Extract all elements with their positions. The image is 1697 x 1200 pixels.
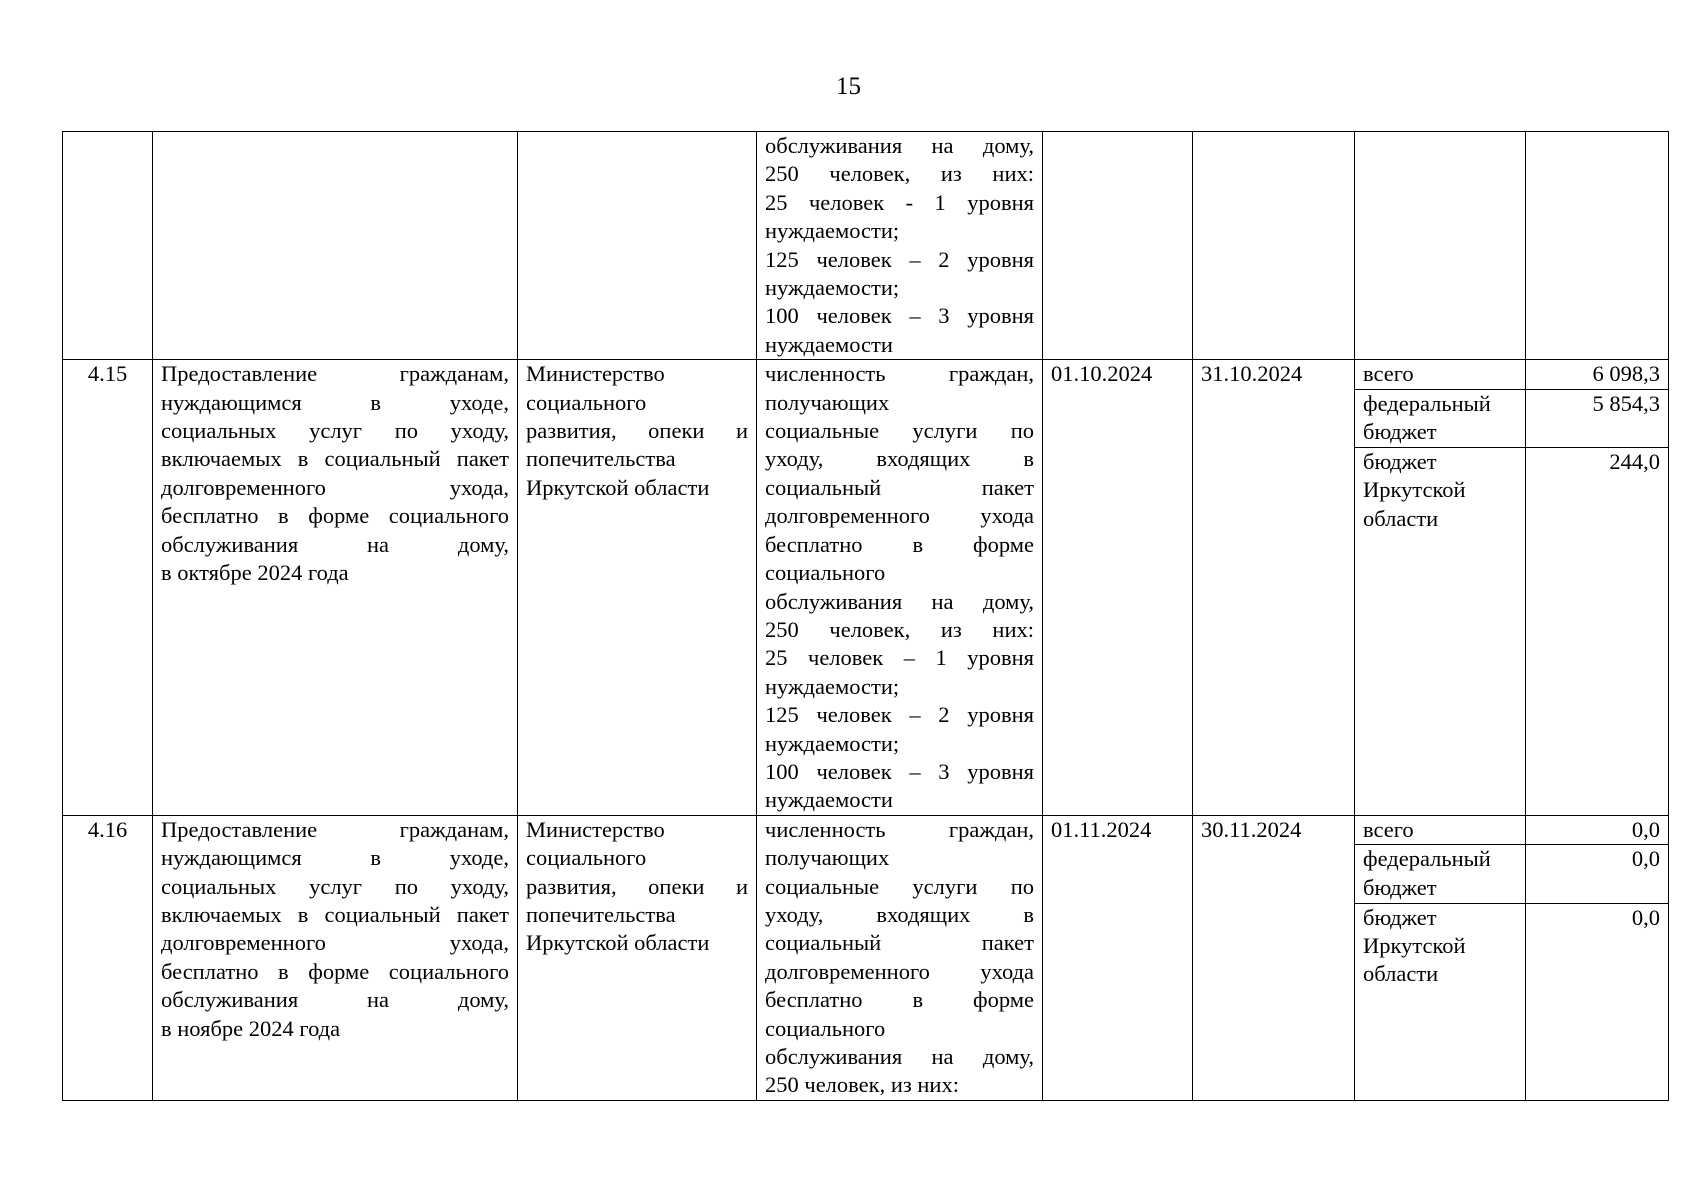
funding-source: федеральный бюджет	[1355, 845, 1526, 903]
text-line: получающих	[765, 389, 890, 415]
text-line: нуждаемости	[765, 787, 893, 813]
text-line: 100 человек – 3 уровня	[765, 303, 1034, 329]
end-date: 30.11.2024	[1193, 815, 1355, 1100]
text-line: численность граждан,	[765, 816, 1034, 842]
end-date: 31.10.2024	[1193, 360, 1355, 816]
text-line: 250 человек, из них:	[765, 1072, 959, 1098]
funding-source: бюджет Иркутской области	[1355, 903, 1526, 1100]
text-line: социальные услуги по	[765, 873, 1034, 899]
table-row-continuation	[63, 132, 1669, 360]
text-line: бесплатно в форме социального	[161, 958, 509, 984]
event-cell	[153, 132, 518, 360]
funding-source: всего	[1355, 815, 1526, 845]
text-line: обслуживания на дому,	[765, 588, 1034, 614]
text-line: 25 человек - 1 уровня	[765, 189, 1034, 215]
text-line: долговременного ухода,	[161, 930, 509, 956]
indicator	[757, 815, 1043, 1100]
text-line: Министерство	[526, 361, 665, 387]
text-line: социальный пакет	[765, 930, 1034, 956]
text-line: попечительства	[526, 446, 676, 472]
start-date-cell	[1043, 132, 1193, 360]
text-line: развития, опеки и	[526, 418, 748, 444]
text-line: нуждаемости;	[765, 730, 900, 756]
text-line: бесплатно в форме	[765, 987, 1034, 1013]
text-line: нуждаемости	[765, 331, 893, 357]
text-line: Иркутской области	[526, 474, 710, 500]
text-line: нуждаемости;	[765, 218, 900, 244]
text-line: 125 человек – 2 уровня	[765, 246, 1034, 272]
text-line: обслуживания на дому,	[765, 133, 1034, 158]
text-line: социальный пакет	[765, 474, 1034, 500]
row-number: 4.15	[63, 360, 153, 816]
text-line: уходу, входящих в	[765, 901, 1034, 927]
text-line: 25 человек – 1 уровня	[765, 645, 1034, 671]
funding-amount: 0,0	[1526, 903, 1669, 1100]
text-line: обслуживания на дому,	[161, 531, 509, 557]
text-line: нуждающимся в уходе,	[161, 845, 509, 871]
funding-source: всего	[1355, 360, 1526, 390]
table-row	[63, 360, 1669, 390]
text-line: долговременного ухода,	[161, 474, 509, 500]
text-line: включаемых в социальный пакет	[161, 446, 509, 472]
funding-amount: 244,0	[1526, 447, 1669, 815]
text-line: развития, опеки и	[526, 873, 748, 899]
text-line: обслуживания на дому,	[765, 1044, 1034, 1069]
text-line: 125 человек – 2 уровня	[765, 702, 1034, 728]
number-cell	[63, 132, 153, 360]
text-line: попечительства	[526, 901, 676, 927]
row-number: 4.16	[63, 815, 153, 1100]
text-line: нуждаемости;	[765, 673, 900, 699]
text-line: 100 человек – 3 уровня	[765, 758, 1034, 784]
event-description	[153, 815, 518, 1100]
funding-amount: 6 098,3	[1526, 360, 1669, 390]
funding-amount: 0,0	[1526, 845, 1669, 903]
text-line: социального	[765, 560, 886, 586]
text-line: обслуживания на дому,	[161, 987, 509, 1013]
end-date-cell	[1193, 132, 1355, 360]
start-date: 01.10.2024	[1043, 360, 1193, 816]
text-line: уходу, входящих в	[765, 446, 1034, 472]
text-line: получающих	[765, 845, 890, 871]
funding-source-cell	[1355, 132, 1526, 360]
text-line: социального	[526, 845, 647, 871]
funding-amount-cell	[1526, 132, 1669, 360]
funding-amount: 0,0	[1526, 815, 1669, 845]
text-line: социальные услуги по	[765, 418, 1034, 444]
page-number: 15	[836, 73, 861, 100]
text-line: в октябре 2024 года	[161, 560, 349, 586]
event-description	[153, 360, 518, 816]
text-line: 250 человек, из них:	[765, 616, 1034, 642]
text-line: социального	[526, 389, 647, 415]
funding-source: бюджет Иркутской области	[1355, 447, 1526, 815]
indicator-cell	[757, 132, 1043, 360]
text-line: социальных услуг по уходу,	[161, 418, 509, 444]
text-line: социального	[765, 1015, 886, 1041]
indicator	[757, 360, 1043, 816]
text-line: Министерство	[526, 816, 665, 842]
text-line: социальных услуг по уходу,	[161, 873, 509, 899]
text-line: Предоставление гражданам,	[161, 361, 509, 387]
text-line: долговременного ухода	[765, 958, 1034, 984]
funding-source: федеральный бюджет	[1355, 389, 1526, 447]
text-line: Предоставление гражданам,	[161, 816, 509, 842]
executor	[518, 360, 757, 816]
text-line: бесплатно в форме	[765, 531, 1034, 557]
executor-cell	[518, 132, 757, 360]
executor	[518, 815, 757, 1100]
text-line: Иркутской области	[526, 930, 710, 956]
start-date: 01.11.2024	[1043, 815, 1193, 1100]
text-line: бесплатно в форме социального	[161, 503, 509, 529]
text-line: включаемых в социальный пакет	[161, 901, 509, 927]
text-line: долговременного ухода	[765, 503, 1034, 529]
text-line: 250 человек, из них:	[765, 161, 1034, 187]
text-line: нуждаемости;	[765, 275, 900, 301]
text-line: в ноябре 2024 года	[161, 1015, 341, 1041]
text-line: численность граждан,	[765, 361, 1034, 387]
measures-table	[62, 131, 1669, 1101]
funding-amount: 5 854,3	[1526, 389, 1669, 447]
table-row	[63, 815, 1669, 845]
text-line: нуждающимся в уходе,	[161, 389, 509, 415]
